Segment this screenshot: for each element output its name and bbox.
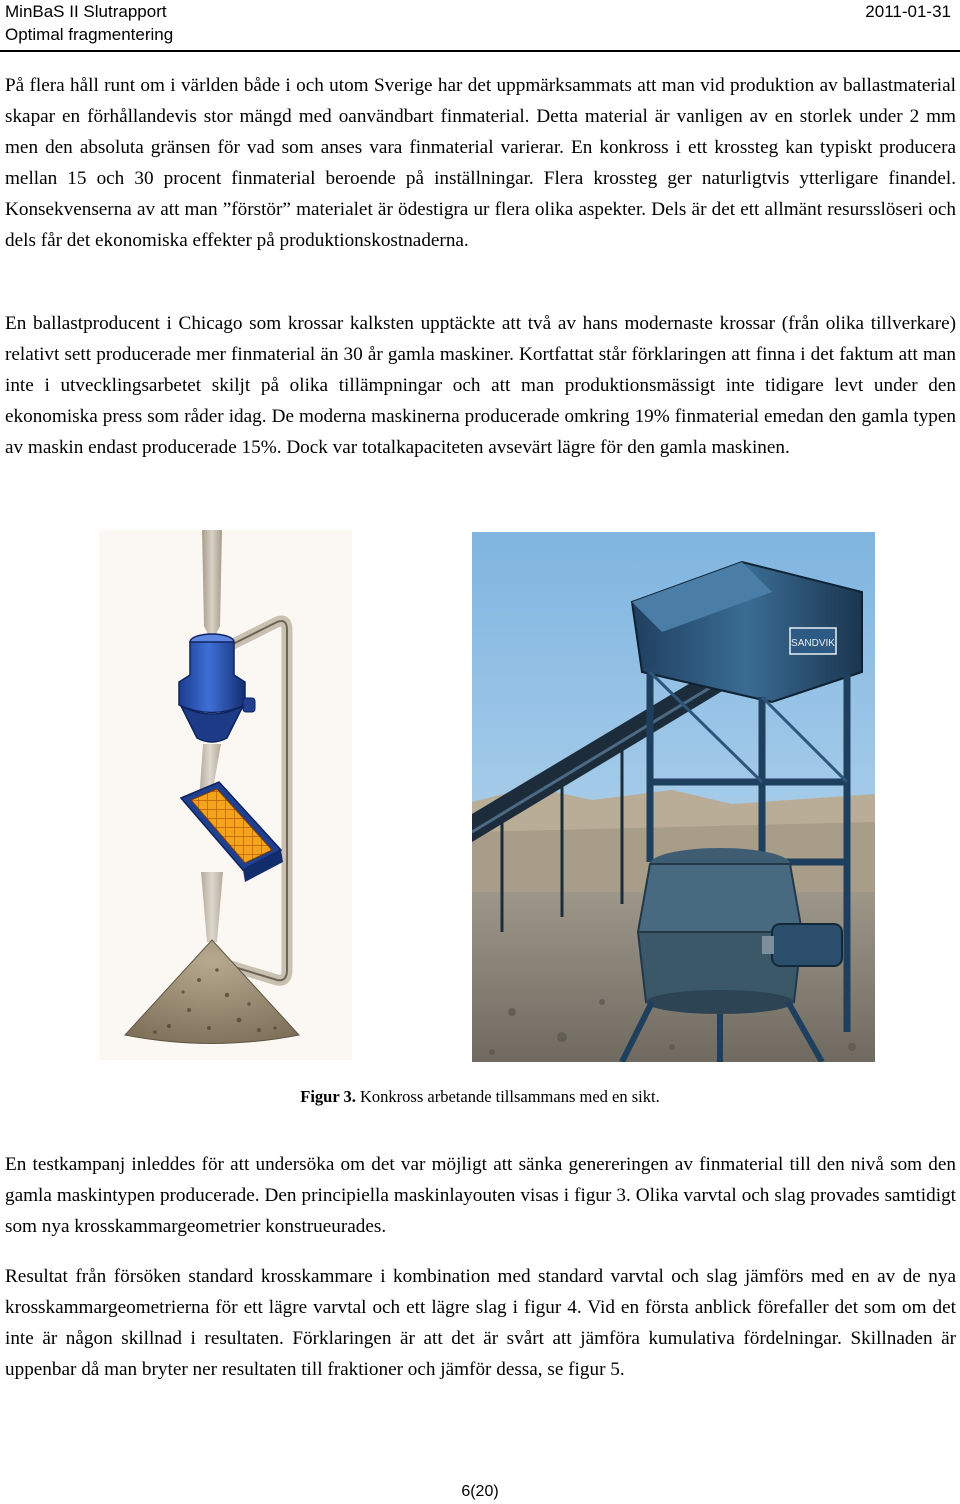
page-number: 6(20) (461, 1483, 499, 1500)
crushing-plant-photo (472, 532, 875, 1062)
crusher-diagram-drawing (99, 530, 352, 1060)
paragraph-3: En testkampanj inleddes för att undersöka om det var möjligt att sänka genereringen av finmaterial till den nivå som den gamla maskintypen producerade. Den principiella maskinlayouten visas i figur 3. Olika varvtal och slag provades samtidigt som nya krosskammargeometrier konstrueurades. (5, 1154, 956, 1237)
crushing-plant-drawing (472, 532, 875, 1062)
brand-plate: SANDVIK (791, 638, 835, 649)
paragraph-1: På flera håll runt om i världen både i och utom Sverige har det uppmärksammats att man vid produktion av ballastmaterial skapar en förhållandevis stor mängd med oanvändbart finmaterial. Detta material är vanligen av en storlek under 2 mm men den absoluta gränsen för vad som anses vara finmaterial varierar. En konkross i ett krossteg kan typiskt producera mellan 15 och 30 procent finmaterial beroende på inställningar. Flera krossteg ger naturligtvis ytterligare finandel. Konsekvenserna av att man ”förstör” materialet är ödestigra ur flera olika aspekter. Dels är det ett allmänt resursslöseri och dels får det ekonomiska effekter på produktionskostnaderna. (5, 75, 956, 251)
report-subtitle: Optimal fragmentering (5, 25, 174, 44)
report-date: 2011-01-31 (865, 2, 951, 21)
running-header-left (5, 0, 173, 46)
report-title: MinBaS II Slutrapport (5, 2, 167, 21)
header-rule (0, 50, 960, 52)
paragraph-4: Resultat från försöken standard krosskammare i kombination med standard varvtal och slag jämförs med en av de nya krosskammargeometrierna för ett lägre varvtal och ett lägre slag i figur 4. Vid en första anblick förefaller det som om det inte är någon skillnad i resultaten. Förklaringen är att det är svårt att jämföra kumulativa fördelningar. Skillnaden är uppenbar då man bryter ner resultaten till fraktioner och jämför dessa, se figur 5. (5, 1266, 956, 1380)
figure-caption (0, 1086, 960, 1108)
figure-caption-text: Konkross arbetande tillsammans med en sikt. (355, 1087, 660, 1106)
figure-caption-label: Figur 3. (300, 1087, 356, 1106)
crusher-diagram-illustration (99, 530, 352, 1060)
paragraph-2: En ballastproducent i Chicago som krossar kalksten upptäckte att två av hans modernaste krossar (från olika tillverkare) relativt sett producerade mer finmaterial än 30 år gamla maskiner. Kortfattat står förklaringen att finna i det faktum att man inte i utvecklingsarbetet skiljt på olika tillämpningar och att man produktionsmässigt inte tidigare levt under den ekonomiska press som råder idag. De moderna maskinerna producerade omkring 19% finmaterial emedan den gamla typen av maskin endast producerade 15%. Dock var totalkapaciteten avsevärt lägre för den gamla maskinen. (5, 313, 956, 458)
